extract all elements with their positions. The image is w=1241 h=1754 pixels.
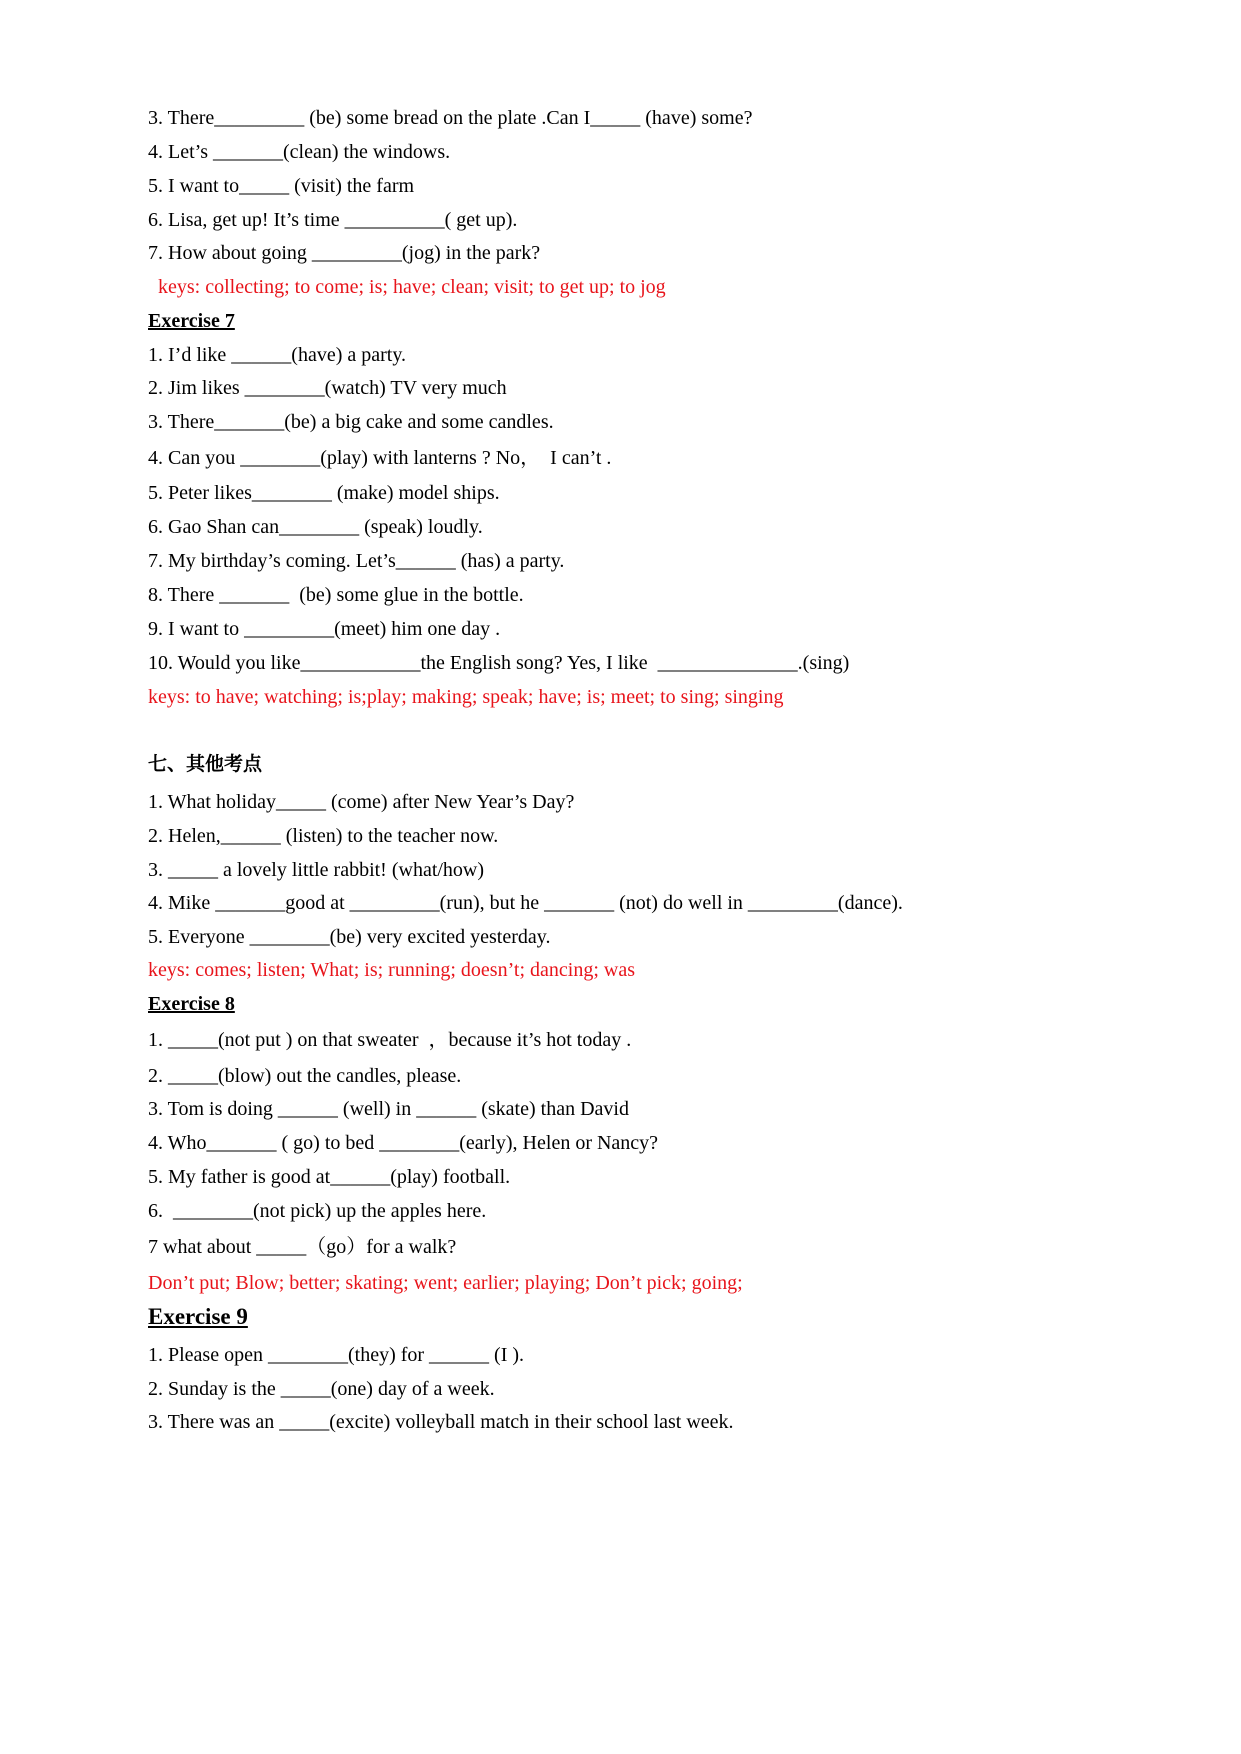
exercise-item: 1. _____(not put ) on that sweater ，because it’s hot today . <box>148 1029 632 1051</box>
exercise-item: 2. Jim likes ________(watch) TV very much <box>148 377 507 399</box>
exercise-item: 2. _____(blow) out the candles, please. <box>148 1065 462 1087</box>
exercise-item: 5. Everyone ________(be) very excited yesterday. <box>148 926 551 948</box>
exercise-item: 2. Helen,______ (listen) to the teacher now. <box>148 825 499 847</box>
exercise-heading: Exercise 9 <box>148 1304 248 1329</box>
exercise-item: 7. How about going _________(jog) in the park? <box>148 242 541 264</box>
answer-key: keys: to have; watching; is;play; making; speak; have; is; meet; to sing; singing <box>148 686 784 708</box>
exercise-item: 4. Mike _______good at _________(run), but he _______ (not) do well in _________(dance). <box>148 892 903 914</box>
exercise-item: 10. Would you like____________the English song? Yes, I like ______________.(sing) <box>148 652 850 674</box>
exercise-item: 3. There_________ (be) some bread on the plate .Can I_____ (have) some? <box>148 107 753 129</box>
exercise-heading: Exercise 8 <box>148 993 235 1015</box>
exercise-item: 3. There was an _____(excite) volleyball match in their school last week. <box>148 1411 734 1433</box>
exercise-item: 6. ________(not pick) up the apples here. <box>148 1200 487 1222</box>
exercise-item: 4. Who_______ ( go) to bed ________(early), Helen or Nancy? <box>148 1132 659 1154</box>
exercise-item: 5. I want to_____ (visit) the farm <box>148 175 415 197</box>
exercise-item: 1. I’d like ______(have) a party. <box>148 344 407 366</box>
exercise-item: 4. Let’s _______(clean) the windows. <box>148 141 451 163</box>
exercise-item: 9. I want to _________(meet) him one day . <box>148 618 501 640</box>
exercise-item: 1. What holiday_____ (come) after New Year’s Day? <box>148 791 575 813</box>
exercise-item: 3. _____ a lovely little rabbit! (what/how) <box>148 859 485 881</box>
exercise-item: 3. There_______(be) a big cake and some candles. <box>148 411 554 433</box>
exercise-item: 2. Sunday is the _____(one) day of a week. <box>148 1378 495 1400</box>
answer-key: keys: collecting; to come; is; have; clean; visit; to get up; to jog <box>148 276 666 298</box>
answer-key: Don’t put; Blow; better; skating; went; earlier; playing; Don’t pick; going; <box>148 1272 743 1294</box>
exercise-item: 7 what about _____（go）for a walk? <box>148 1236 457 1258</box>
exercise-item: 1. Please open ________(they) for ______ (I ). <box>148 1344 525 1366</box>
exercise-item: 7. My birthday’s coming. Let’s______ (has) a party. <box>148 550 565 572</box>
answer-key: keys: comes; listen; What; is; running; doesn’t; dancing; was <box>148 959 635 981</box>
exercise-item: 3. Tom is doing ______ (well) in ______ (skate) than David <box>148 1098 629 1120</box>
exercise-item: 6. Gao Shan can________ (speak) loudly. <box>148 516 483 538</box>
exercise-item: 4. Can you ________(play) with lanterns ? No， I can’t . <box>148 447 612 469</box>
exercise-heading: Exercise 7 <box>148 310 235 332</box>
exercise-item: 8. There _______ (be) some glue in the bottle. <box>148 584 524 606</box>
exercise-item: 5. Peter likes________ (make) model ships. <box>148 482 500 504</box>
exercise-item: 6. Lisa, get up! It’s time __________( get up). <box>148 209 518 231</box>
exercise-item: 5. My father is good at______(play) football. <box>148 1166 511 1188</box>
section-heading: 七、其他考点 <box>148 753 263 775</box>
